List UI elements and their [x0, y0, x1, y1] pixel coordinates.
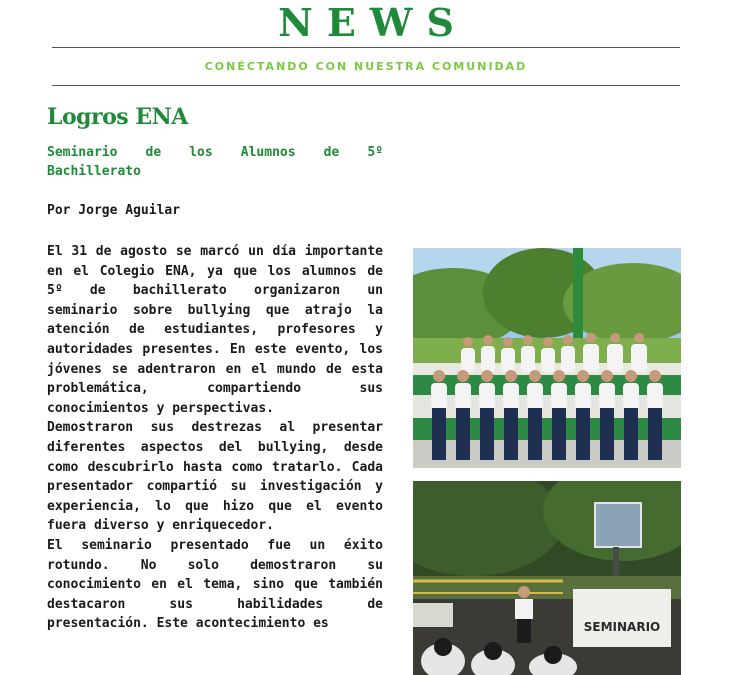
section-title: Logros ENA: [47, 104, 188, 130]
article-byline: Por Jorge Aguilar: [47, 203, 181, 218]
header-rule-top: [52, 47, 680, 48]
newsletter-title: NEWS: [278, 0, 468, 45]
seminar-banner-text: SEMINARIO: [583, 620, 661, 634]
group-photo: [413, 248, 681, 468]
article-body: [47, 242, 383, 634]
article-paragraph-2: Demostraron sus destrezas al presentar diferentes aspectos del bullying, desde como descubrirlo hasta como tratarlo. Cada presentador compartió su investigación y experiencia, lo que hizo que el evento fuera diverso y enriquecedor.: [47, 420, 383, 534]
article-paragraph-1: El 31 de agosto se marcó un día importante en el Colegio ENA, ya que los alumnos de 5º de bachillerato organizaron un seminario sobre bullying que atrajo la atención de estudiantes, profesores y autoridades presentes. En este evento, los jóvenes se adentraron en el mundo de esta problemática, compartiendo sus conocimientos y perspectivas.: [47, 244, 383, 416]
newsletter-tagline: CONÉCTANDO CON NUESTRA COMUNIDAD: [204, 60, 528, 73]
header-rule-bottom: [52, 85, 680, 86]
seminar-photo: [413, 481, 681, 675]
article-paragraph-3: El seminario presentado fue un éxito rotundo. No solo demostraron su conocimiento en el tema, sino que también destacaron sus habilidades de presentación. Este acontecimiento es: [47, 537, 383, 632]
article-headline: Seminario de los Alumnos de 5º Bachillerato: [47, 145, 383, 179]
